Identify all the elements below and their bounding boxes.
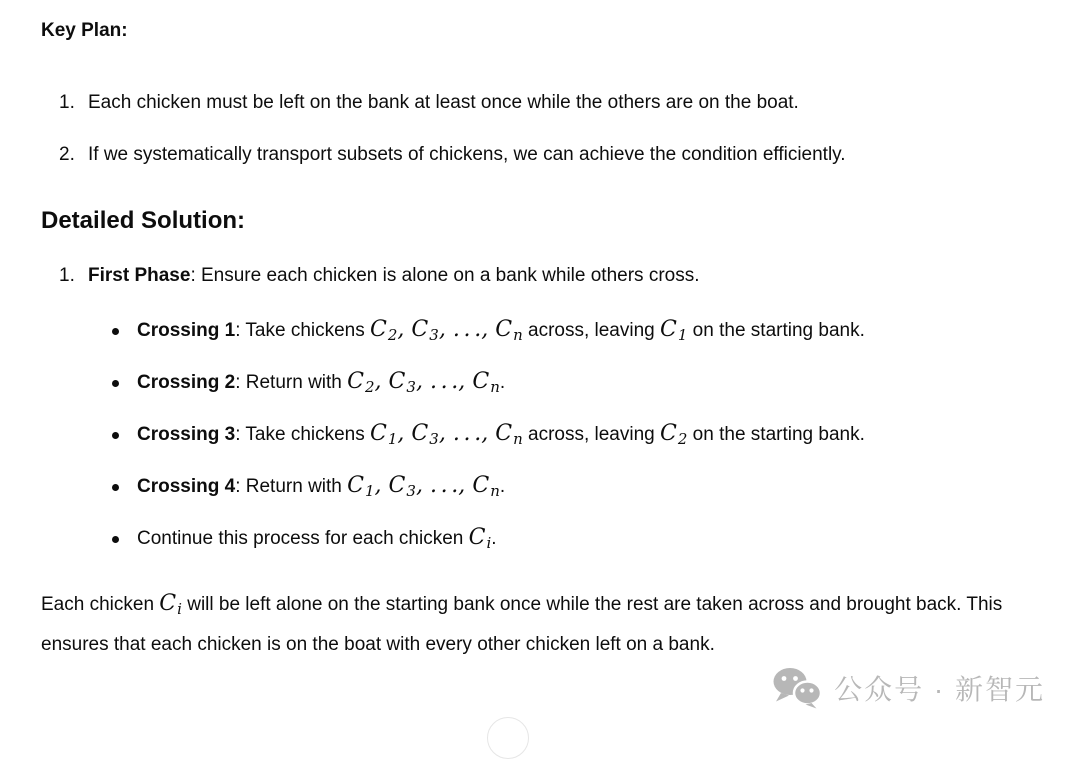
list-number: 1. xyxy=(59,92,75,113)
list-number: 2. xyxy=(59,144,75,165)
assistant-message xyxy=(41,0,1030,665)
bullet-icon xyxy=(112,484,119,491)
solution-list xyxy=(41,262,1030,553)
bullet-icon xyxy=(112,432,119,439)
list-item-text: First Phase: Ensure each chicken is alone on a bank while others cross. xyxy=(88,265,700,286)
solution-item-first-phase xyxy=(41,262,1030,553)
list-item-text: Crossing 4: Return with $C_1$, $C_3$, . . ., $C_n$. xyxy=(137,473,506,501)
watermark xyxy=(772,667,1045,709)
wechat-icon xyxy=(772,667,822,709)
list-item-text: Each chicken must be left on the bank at least once while the others are on the boat. xyxy=(88,92,799,113)
list-item-text: Crossing 1: Take chickens $C_2$, $C_3$, . . ., $C_n$ across, leaving $C_1$ on the starting bank. xyxy=(137,317,865,345)
crossing-item-3 xyxy=(88,421,1030,449)
crossings-list xyxy=(88,317,1030,553)
list-item-text: If we systematically transport subsets of chickens, we can achieve the condition efficiently. xyxy=(88,144,846,165)
list-item-text: Crossing 2: Return with $C_2$, $C_3$, . . ., $C_n$. xyxy=(137,369,506,397)
key-plan-item-2 xyxy=(41,141,1030,169)
key-plan-item-1 xyxy=(41,89,1030,117)
list-item-text: Continue this process for each chicken $C_i$. xyxy=(137,525,497,553)
bullet-icon xyxy=(112,380,119,387)
key-plan-list xyxy=(41,89,1030,169)
scroll-to-bottom-button[interactable] xyxy=(487,717,529,759)
bullet-icon xyxy=(112,536,119,543)
detailed-solution-heading: Detailed Solution: xyxy=(41,207,245,234)
key-plan-heading: Key Plan: xyxy=(41,20,128,41)
crossing-item-4 xyxy=(88,473,1030,501)
list-number: 1. xyxy=(59,265,75,286)
crossing-item-2 xyxy=(88,369,1030,397)
bullet-icon xyxy=(112,328,119,335)
watermark-text: 公众号 · 新智元 xyxy=(834,674,1045,705)
closing-paragraph: Each chicken $C_i$ will be left alone on the starting bank once while the rest are taken across and brought back. This ensures that each chicken is on the boat with every other chicken left on a bank. xyxy=(41,591,1003,655)
list-item-text: Crossing 3: Take chickens $C_1$, $C_3$, . . ., $C_n$ across, leaving $C_2$ on the starting bank. xyxy=(137,421,865,449)
crossing-item-1 xyxy=(88,317,1030,345)
crossing-item-continue xyxy=(88,525,1030,553)
